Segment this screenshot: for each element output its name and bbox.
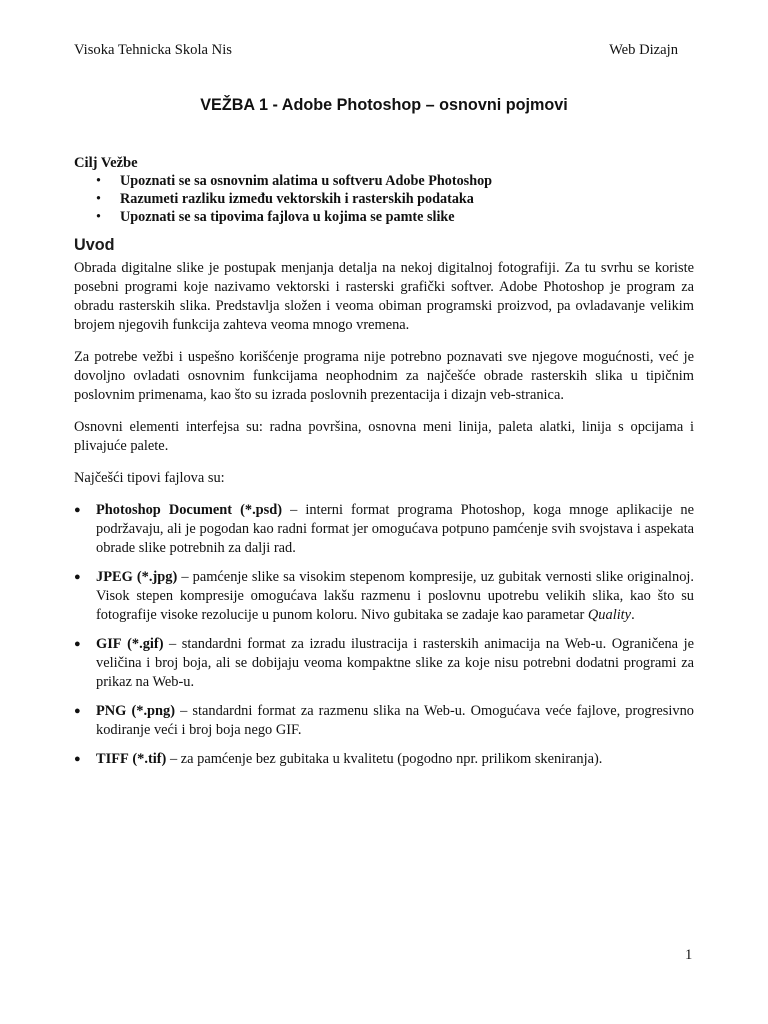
intro-paragraph: Obrada digitalne slike je postupak menjanja detalja na nekoj digitalnoj fotografiji. Za tu svrhu se koriste posebni programi koje nazivamo vektorski i rasterski grafički softver. Adobe Photoshop je program za obradu rasterskih slika. Predstavlja složen i veoma obiman programski proizvod, pa ovladavanje velikim brojem njegovih funkcija zahteva veoma mnogo vremena. [74,260,694,333]
goal-item [74,208,694,226]
file-type-name: PNG [96,703,127,719]
goal-text: Razumeti razliku između vektorskih i rasterskih podataka [120,191,474,207]
bullet-icon: ● [74,705,81,717]
bullet-icon: ● [74,753,81,765]
file-type-item [74,702,694,740]
goals-section [74,154,694,226]
intro-paragraph: Osnovni elementi interfejsa su: radna površina, osnovna meni linija, paleta alatki, linija s opcijama i plivajuće palete. [74,419,694,454]
goal-text: Upoznati se sa osnovnim alatima u softveru Adobe Photoshop [120,173,493,189]
file-type-desc: – standardni format za razmenu slika na Web-u. Omogućava veće fajlove, progresivno kodiranje veći i broj boja nego GIF. [96,703,694,738]
file-type-ext: (*.gif) [127,636,164,652]
file-type-ext: (*.jpg) [136,569,178,585]
file-type-desc: – pamćenje slike sa visokim stepenom kompresije, uz gubitak vernosti slike originalnoj. Visok stepen kompresije omogućava lakšu razmenu i poslovnu upotrebu velikih slika, kao što su fotografije visoke rezolucije u punom koloru. Nivo gubitaka se zadaje kao parametar [96,569,694,623]
file-type-item [74,501,694,558]
file-type-desc: – interni format programa Photoshop, koga mnoge aplikacije ne podržavaju, ali je pogodan kao radni format jer omogućava potpuno pamćenje svih svojstava i aspekata obrade slike potrebnih za dalji rad. [96,502,694,556]
file-type-name: JPEG [96,569,133,585]
file-type-ext: (*.psd) [240,502,283,518]
page-number: 1 [685,947,693,963]
document-title: VEŽBA 1 - Adobe Photoshop – osnovni pojmovi [200,96,568,114]
file-type-param: Quality [587,607,632,623]
intro-heading: Uvod [74,236,115,254]
file-type-ext: (*.tif) [132,751,167,767]
goal-item [74,190,694,208]
file-types-intro: Najčešći tipovi fajlova su: [74,470,225,486]
intro-paragraph: Za potrebe vežbi i uspešno korišćenje programa nije potrebno poznavati sve njegove mogućnosti, već je dovoljno ovladati osnovnim funkcijama neophodnim za najčešće obrade rasterskih slika u tipičnim poslovnim primenama, kao što su izrada poslovnih prezentacija i dizajn veb-stranica. [74,349,694,403]
file-type-name: GIF [96,636,122,652]
intro-body [74,259,694,779]
header-course: Web Dizajn [609,42,678,58]
page-header [74,42,678,59]
bullet-icon: ● [74,504,81,516]
file-type-desc: – standardni format za izradu ilustracija i rasterskih animacija na Web-u. Ograničena je veličina i broj boja, ali se dobijaju veoma kompaktne slike za koje nisu potrebni dodatni programi za prikaz na Web-u. [96,636,694,690]
file-type-item [74,750,694,769]
file-type-name: TIFF [96,751,129,767]
file-type-name: Photoshop Document [96,502,232,518]
goal-text: Upoznati se sa tipovima fajlova u kojima se pamte slike [120,209,455,225]
file-type-desc: – za pamćenje bez gubitaka u kvalitetu (pogodno npr. prilikom skeniranja). [166,751,603,767]
bullet-icon: • [96,191,101,207]
file-type-ext: (*.png) [131,703,176,719]
bullet-icon: ● [74,571,81,583]
file-types-list [74,501,694,769]
bullet-icon: ● [74,638,81,650]
header-school: Visoka Tehnicka Skola Nis [74,42,232,58]
goal-item [74,172,694,190]
goals-list [74,172,694,226]
file-type-tail: . [631,607,635,623]
bullet-icon: • [96,209,101,225]
file-type-item [74,635,694,692]
goals-heading: Cilj Vežbe [74,155,138,171]
file-type-item [74,568,694,625]
bullet-icon: • [96,173,101,189]
